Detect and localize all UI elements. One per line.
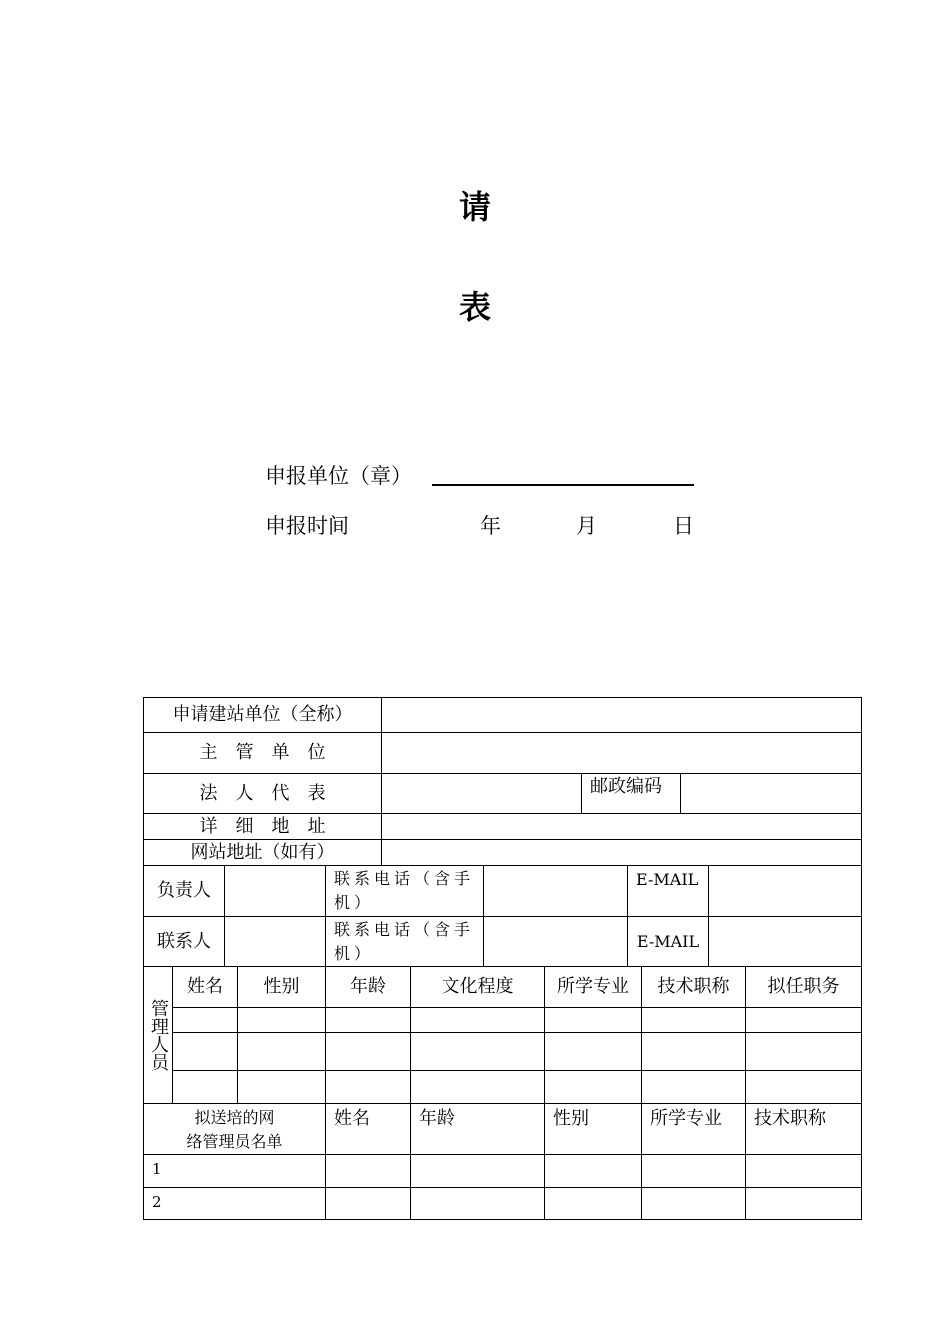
phone-label-line1: 联系电话（含手 [334,920,475,939]
manager-cell[interactable] [173,1033,238,1071]
responsible-phone-field[interactable] [484,866,628,917]
trainee-cell[interactable] [642,1155,746,1188]
declaring-unit-blank[interactable] [432,484,694,486]
address-field[interactable] [382,814,862,840]
address-label: 详 细 地 址 [144,814,382,840]
manager-header-education: 文化程度 [411,967,545,1008]
manager-cell[interactable] [746,1033,862,1071]
manager-cell[interactable] [326,1071,411,1104]
manager-header-age: 年龄 [326,967,411,1008]
trainee-cell[interactable] [545,1188,642,1220]
trainee-cell[interactable] [411,1188,545,1220]
manager-cell[interactable] [238,1071,326,1104]
manager-cell[interactable] [642,1071,746,1104]
trainee-header-gender: 性别 [545,1104,642,1155]
manager-header-gender: 性别 [238,967,326,1008]
manager-cell[interactable] [326,1008,411,1033]
manager-cell[interactable] [642,1008,746,1033]
trainee-row-number: 2 [144,1188,326,1220]
responsible-phone-label [326,866,484,917]
manager-cell[interactable] [411,1008,545,1033]
trainee-cell[interactable] [642,1188,746,1220]
declaring-unit-label: 申报单位（章） [265,464,412,488]
phone-label-line1: 联系电话（含手 [334,869,475,888]
manager-cell[interactable] [545,1008,642,1033]
supervisor-label: 主 管 单 位 [144,733,382,774]
month-label: 月 [576,514,597,538]
manager-header-major: 所学专业 [545,967,642,1008]
manager-cell[interactable] [411,1071,545,1104]
manager-header-name: 姓名 [173,967,238,1008]
responsible-field[interactable] [225,866,326,917]
manager-cell[interactable] [746,1071,862,1104]
contact-label: 联系人 [144,917,225,967]
trainee-cell[interactable] [746,1155,862,1188]
manager-cell[interactable] [746,1008,862,1033]
trainee-cell[interactable] [326,1155,411,1188]
responsible-label: 负责人 [144,866,225,917]
manager-cell[interactable] [238,1033,326,1071]
trainee-header-age: 年龄 [411,1104,545,1155]
contact-phone-field[interactable] [484,917,628,967]
manager-cell[interactable] [238,1008,326,1033]
trainee-cell[interactable] [746,1188,862,1220]
contact-email-field[interactable] [709,917,862,967]
website-field[interactable] [382,840,862,866]
trainee-row-number: 1 [144,1155,326,1188]
contact-phone-label [326,917,484,967]
trainee-cell[interactable] [326,1188,411,1220]
responsible-email-label: E-MAIL [628,866,709,917]
title-char-1: 请 [458,188,491,226]
day-label: 日 [673,514,694,538]
trainee-label-line2: 络管理员名单 [186,1132,283,1151]
trainee-header-title: 技术职称 [746,1104,862,1155]
application-form-table [143,697,862,1220]
trainee-label-line1: 拟送培的网 [194,1108,275,1127]
manager-header-title: 技术职称 [642,967,746,1008]
responsible-email-field[interactable] [709,866,862,917]
declaring-time-label: 申报时间 [265,514,349,538]
title-char-2: 表 [458,288,491,326]
trainee-label [144,1104,326,1155]
manager-cell[interactable] [545,1033,642,1071]
contact-email-label: E-MAIL [628,917,709,967]
phone-label-line2: 机） [334,944,375,963]
manager-header-position: 拟任职务 [746,967,862,1008]
trainee-header-name: 姓名 [326,1104,411,1155]
managers-label: 管理人员 [144,967,173,1104]
postal-code-label: 邮政编码 [582,774,681,814]
applicant-unit-label: 申请建站单位（全称） [144,698,382,733]
manager-cell[interactable] [411,1033,545,1071]
contact-field[interactable] [225,917,326,967]
trainee-header-major: 所学专业 [642,1104,746,1155]
legal-rep-field[interactable] [382,774,582,814]
applicant-unit-field[interactable] [382,698,862,733]
manager-cell[interactable] [545,1071,642,1104]
manager-cell[interactable] [642,1033,746,1071]
postal-code-field[interactable] [681,774,862,814]
website-label: 网站地址（如有） [144,840,382,866]
trainee-cell[interactable] [411,1155,545,1188]
legal-rep-label: 法 人 代 表 [144,774,382,814]
manager-cell[interactable] [173,1071,238,1104]
supervisor-field[interactable] [382,733,862,774]
year-label: 年 [480,514,501,538]
trainee-cell[interactable] [545,1155,642,1188]
manager-cell[interactable] [326,1033,411,1071]
manager-cell[interactable] [173,1008,238,1033]
phone-label-line2: 机） [334,893,375,912]
